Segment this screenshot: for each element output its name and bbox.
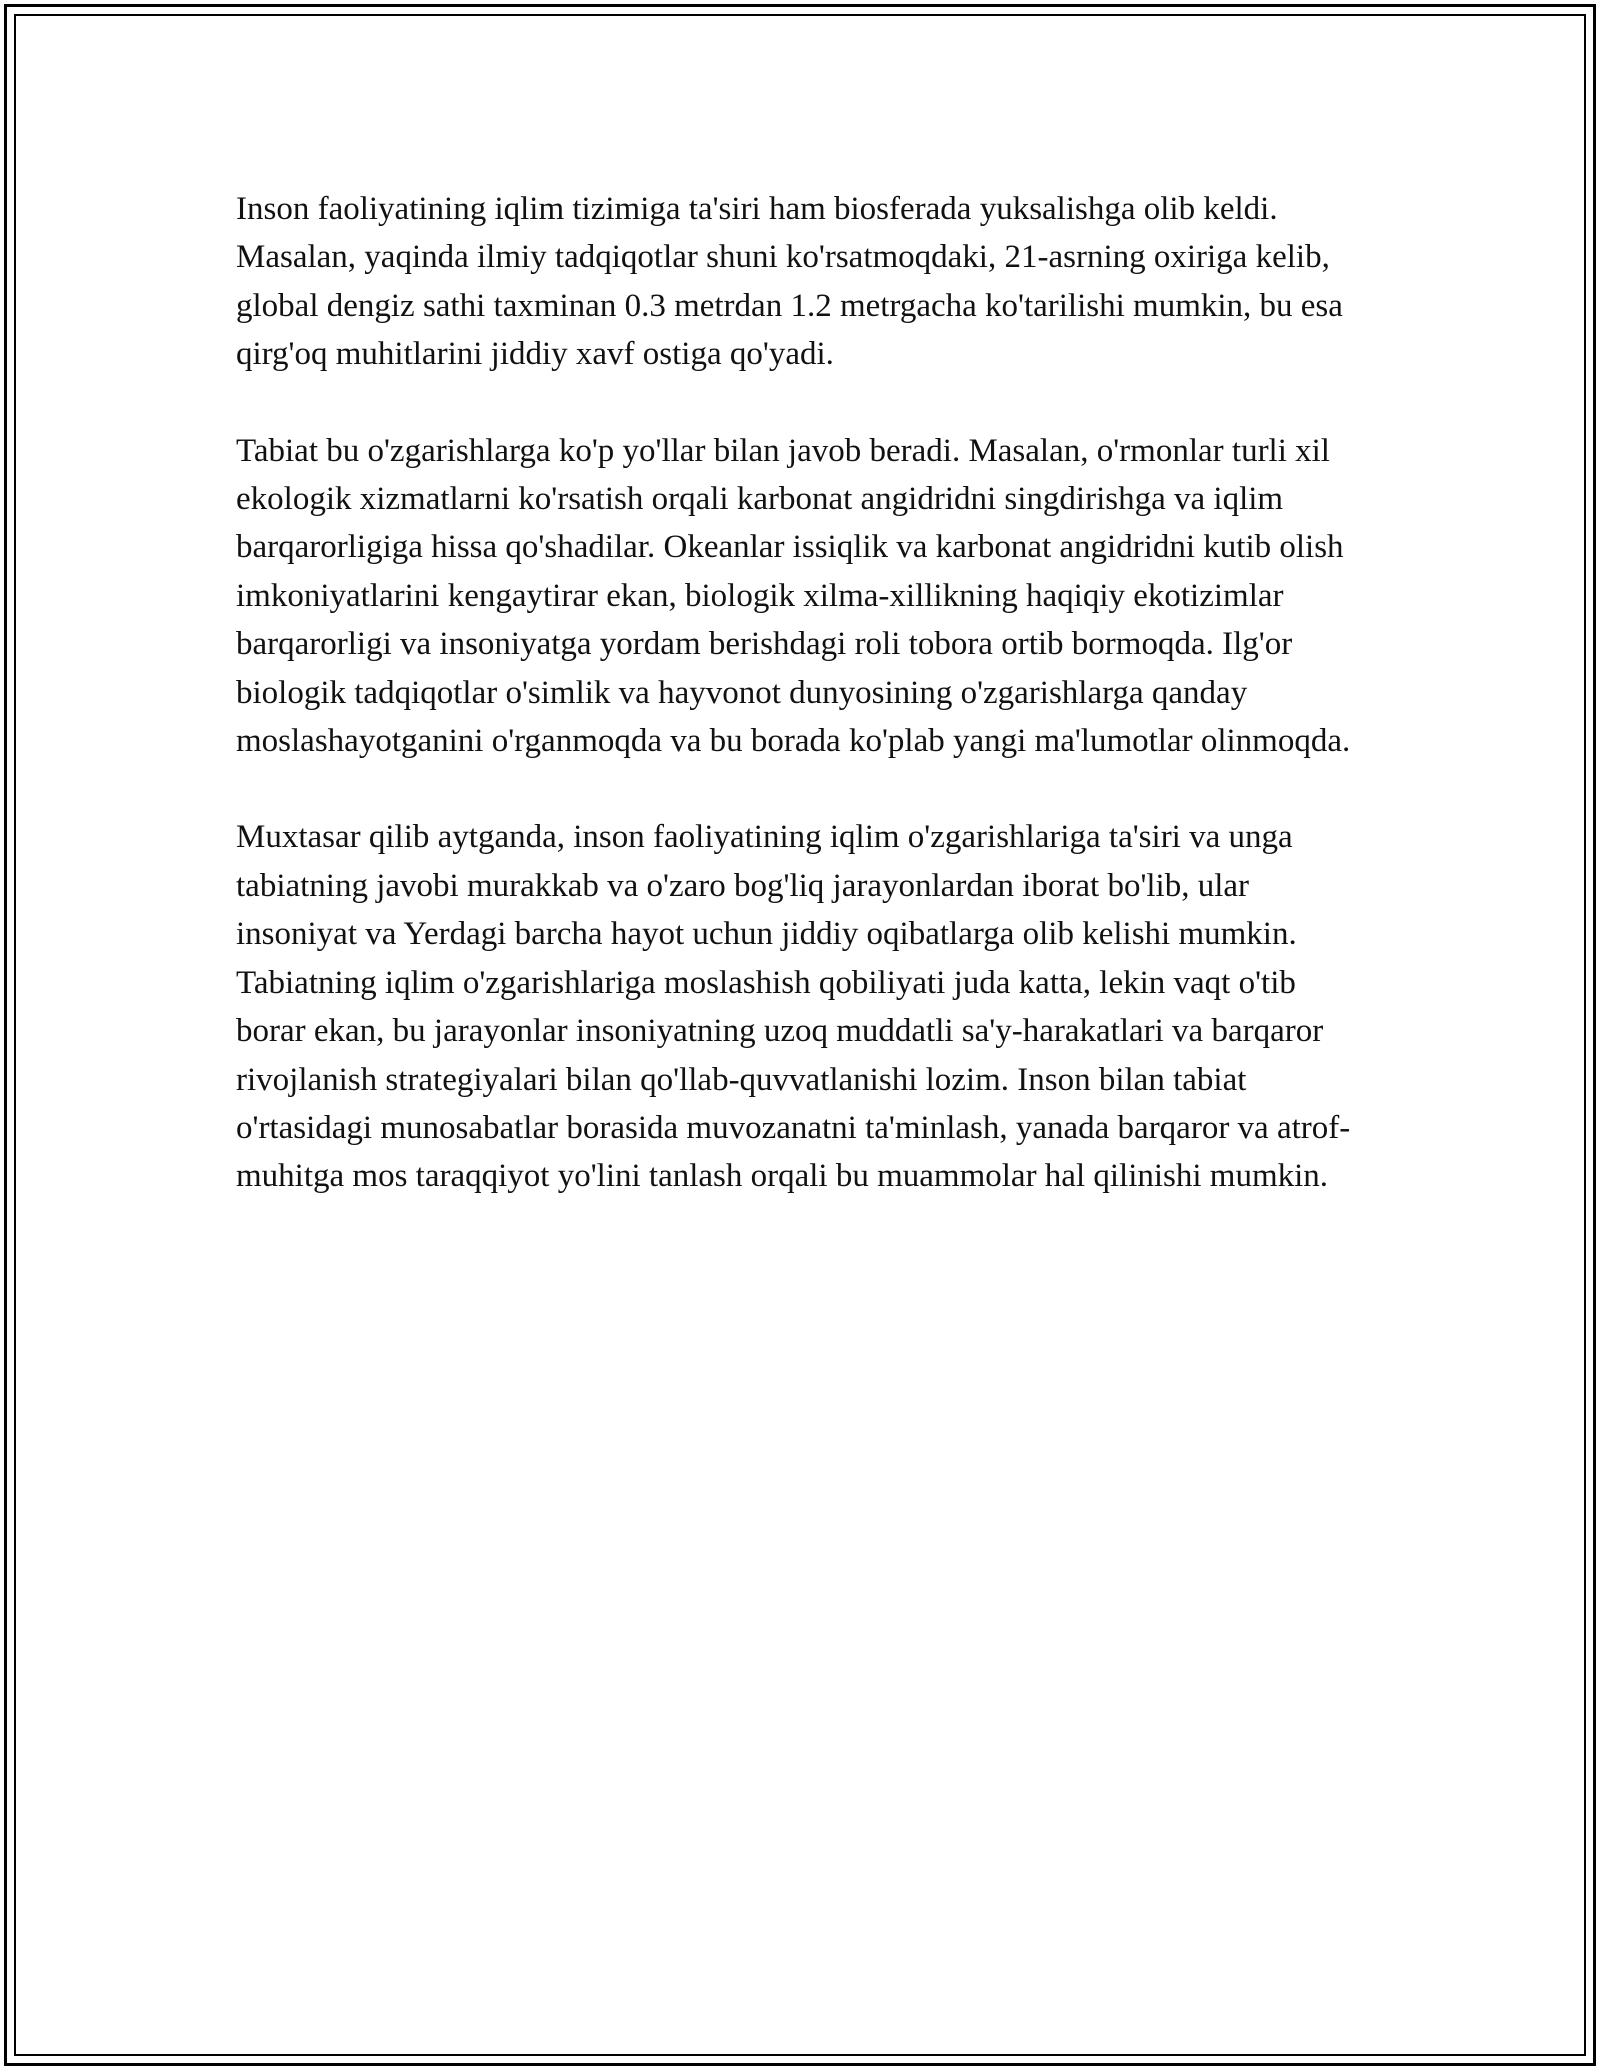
paragraph-nature-response: Tabiat bu o'zgarishlarga ko'p yo'llar bilan javob beradi. Masalan, o'rmonlar turli xil ekologik xizmatlarni ko'rsatish orqali karbonat angidridni singdirishga va iqlim barqarorligiga hissa qo'shadilar. Okeanlar issiqlik va karbonat angidridni kutib olish imkoniyatlarini kengaytirar ekan, biologik xilma-xillikning haqiqiy ekotizimlar barqarorligi va insoniyatga yordam berishdagi roli tobora ortib bormoqda. Ilg'or biologik tadqiqotlar o'simlik va hayvonot dunyosining o'zgarishlarga qanday moslashayotganini o'rganmoqda va bu borada ko'plab yangi ma'lumotlar olinmoqda. [236,432,1351,760]
paragraph-conclusion: Muxtasar qilib aytganda, inson faoliyatining iqlim o'zgarishlariga ta'siri va unga tabiatning javobi murakkab va o'zaro bog'liq jarayonlardan iborat bo'lib, ular insoniyat va Yerdagi barcha hayot uchun jiddiy oqibatlarga olib kelishi mumkin. Tabiatning iqlim o'zgarishlariga moslashish qobiliyati juda katta, lekin vaqt o'tib borar ekan, bu jarayonlar insoniyatning uzoq muddatli sa'y-harakatlari va barqaror rivojlanish strategiyalari bilan qo'llab-quvvatlanishi lozim. Inson bilan tabiat o'rtasidagi munosabatlar borasida muvozanatni ta'minlash, yanada barqaror va atrof-muhitga mos taraqqiyot yo'lini tanlash orqali bu muammolar hal qilinishi mumkin. [236,819,1351,1195]
document-body [236,185,1366,1249]
paragraph-human-impact: Inson faoliyatining iqlim tizimiga ta'siri ham biosferada yuksalishga olib keldi. Masalan, yaqinda ilmiy tadqiqotlar shuni ko'rsatmoqdaki, 21-asrning oxiriga kelib, global dengiz sathi taxminan 0.3 metrdan 1.2 metrgacha ko'tarilishi mumkin, bu esa qirg'oq muhitlarini jiddiy xavf ostiga qo'yadi. [236,191,1343,373]
